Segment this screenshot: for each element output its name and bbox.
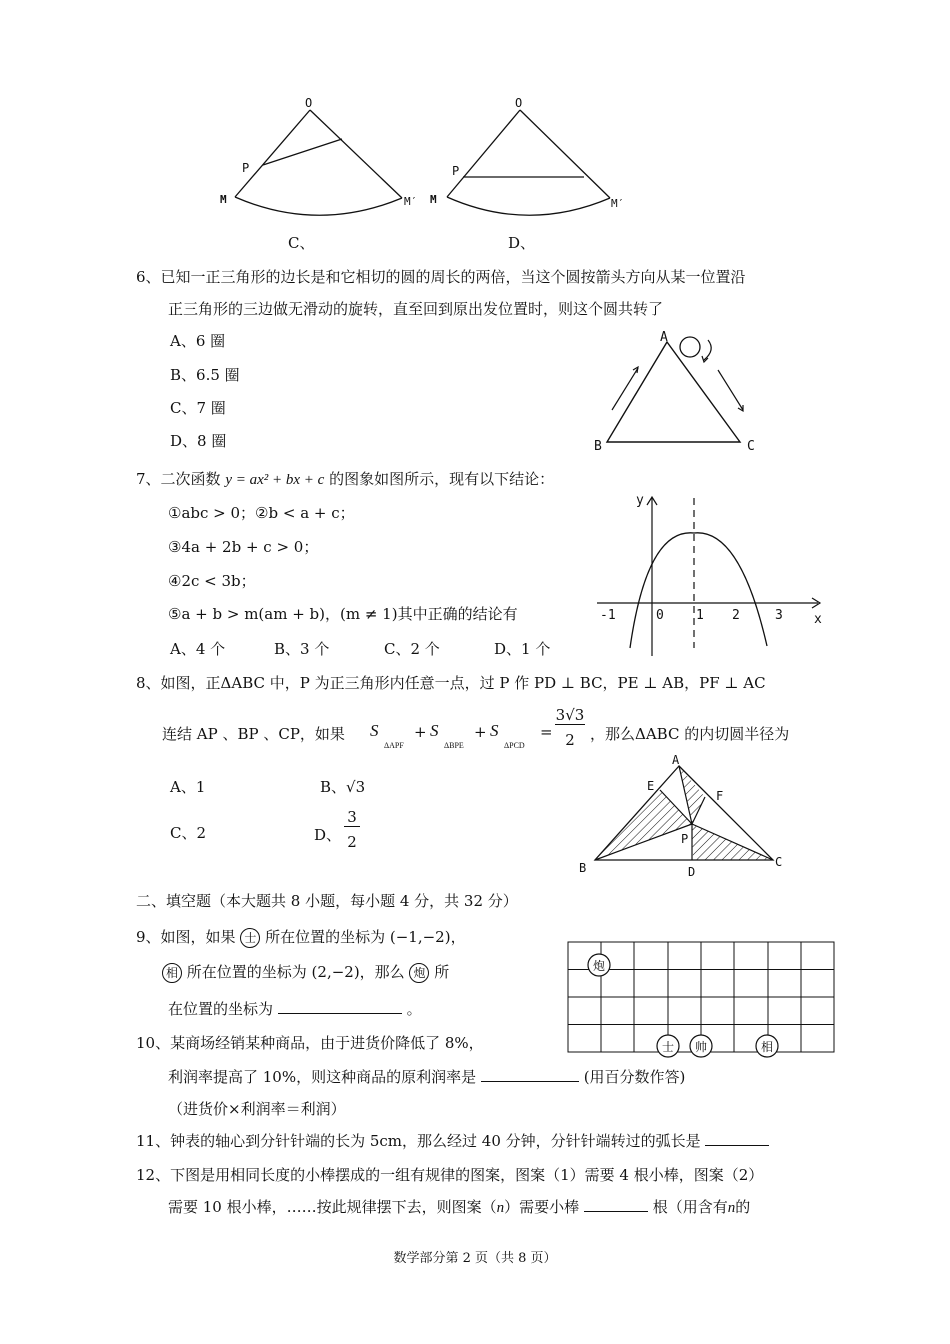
q8-option-c: C、2 (170, 824, 207, 842)
q8-line2-a: 连结 AP 、BP 、CP，如果 (162, 725, 345, 743)
label-m2: M′ (611, 197, 625, 210)
q8-option-d-num: 3 (344, 808, 360, 827)
sector-figures (220, 95, 640, 225)
q6-option-b: B、6.5 圈 (170, 366, 240, 384)
q11-answer-blank[interactable] (705, 1131, 769, 1146)
q9-mid1: 所在位置的坐标为 (−1,−2)， (265, 928, 466, 946)
axis-y: y (636, 493, 644, 508)
label-m2: M′ (404, 195, 418, 208)
q12-line2-a: 需要 10 根小棒，……按此规律摆下去，则图案（ (168, 1198, 497, 1216)
piece-shuai (690, 1035, 712, 1057)
tick-0: 0 (656, 608, 664, 623)
piece-pao-label: 炮 (593, 959, 606, 973)
q7-option-b: B、3 个 (274, 640, 330, 658)
tick-3: 3 (775, 608, 783, 623)
triangle-rolling-circle (590, 330, 770, 455)
q11-text: 11、钟表的轴心到分针针端的长为 5cm，那么经过 40 分钟，分针针端转过的弧长是 (136, 1132, 701, 1150)
tick-1: 1 (696, 608, 704, 623)
q6-option-c: C、7 圈 (170, 399, 226, 417)
label-p: P (242, 161, 250, 175)
q10-line2 (168, 1066, 685, 1087)
piece-pao-icon: 炮 (409, 963, 429, 983)
q8-frac-num: 3√3 (555, 706, 585, 724)
q7-statement-2: ③4a + 2b + c > 0； (168, 538, 319, 556)
figure-c (220, 96, 417, 215)
piece-pao (588, 954, 610, 976)
label-p: P (681, 832, 689, 846)
q9-answer-blank[interactable] (278, 999, 402, 1014)
q7-option-d: D、1 个 (494, 640, 551, 658)
q8-sub1: ΔAPF (384, 741, 404, 750)
q8-option-d-den: 2 (347, 833, 357, 851)
q9-line3 (168, 998, 422, 1019)
q12-line2-b: ）需要小棒 (504, 1198, 580, 1216)
piece-shi (657, 1035, 679, 1057)
label-b: B (594, 439, 602, 454)
piece-xiang-label: 相 (761, 1040, 774, 1054)
q11-line (136, 1130, 769, 1151)
tick-neg1: -1 (600, 608, 616, 623)
q8-sub3: ΔPCD (504, 741, 525, 750)
q8-option-b: B、√3 (320, 778, 366, 796)
q12-line2-d: 的 (735, 1198, 751, 1216)
label-b: B (579, 861, 587, 875)
q7-statement-3: ④2c < 3b； (168, 572, 256, 590)
piece-xiang-icon: 相 (162, 963, 182, 983)
q10-line2-text: 利润率提高了 10%，则这种商品的原利润率是 (168, 1068, 477, 1086)
q8-sub2: ΔBPE (444, 741, 464, 750)
piece-xiang (756, 1035, 778, 1057)
q8-plus2: + (474, 723, 487, 741)
section2-heading: 二、填空题（本大题共 8 小题，每小题 4 分，共 32 分） (136, 892, 518, 910)
label-d: D (688, 865, 696, 879)
q8-s2: S (430, 721, 439, 740)
q7-option-c: C、2 个 (384, 640, 440, 658)
axis-x: x (814, 612, 822, 627)
piece-shuai-label: 帅 (695, 1040, 708, 1054)
q12-line2-c: 根（用含有 (652, 1198, 728, 1216)
tick-2: 2 (732, 608, 740, 623)
q9-line3-text: 在位置的坐标为 (168, 1000, 274, 1018)
q8-line2-c: ，那么ΔABC 的内切圆半径为 (590, 725, 790, 743)
label-o: O (305, 96, 313, 110)
q6-option-d: D、8 圈 (170, 432, 227, 450)
caption-c: C、 (288, 234, 315, 252)
q7-statement-4: ⑤a + b > m(am + b)，(m ≠ 1)其中正确的结论有 (168, 605, 518, 623)
label-a: A (672, 753, 680, 767)
q10-answer-blank[interactable] (481, 1067, 579, 1082)
label-m: M (220, 193, 227, 206)
q9-mid3: 所 (434, 963, 450, 981)
q12-n: n (496, 1200, 505, 1216)
label-a: A (660, 330, 668, 345)
triangle-abc-figure (575, 752, 795, 882)
q6-line1: 6、已知一正三角形的边长是和它相切的圆的周长的两倍，当这个圆按箭头方向从某一位置沿 (136, 268, 746, 286)
q12-answer-blank[interactable] (584, 1197, 648, 1212)
q10-line1: 10、某商场经销某种商品，由于进货价降低了 8%， (136, 1034, 484, 1052)
q6-line2: 正三角形的三边做无滑动的旋转，直至回到原出发位置时，则这个圆共转了 (168, 300, 664, 318)
label-p: P (452, 164, 460, 178)
q8-s1: S (370, 721, 379, 740)
label-f: F (716, 789, 724, 803)
q12-line1: 12、下图是用相同长度的小棒摆成的一组有规律的图案，图案（1）需要 4 根小棒，图案（2） (136, 1166, 764, 1184)
q10-line2-end: (用百分数作答) (583, 1068, 686, 1086)
q10-line3: （进货价×利润率＝利润） (168, 1100, 346, 1118)
figure-d (430, 96, 624, 215)
q8-option-a: A、1 (170, 778, 206, 796)
q9-line1 (136, 926, 466, 948)
q7-statement-1: ①abc > 0；②b < a + c； (168, 504, 355, 522)
q8-frac-den: 2 (565, 731, 575, 749)
q7-func: y = ax² + bx + c (225, 472, 325, 488)
piece-shi-label: 士 (662, 1040, 675, 1054)
q9-pre: 9、如图，如果 (136, 928, 236, 946)
q9-line2 (162, 961, 449, 983)
q8-option-d-label: D、 (314, 826, 342, 844)
q7-tail: 的图象如图所示，现有以下结论： (329, 470, 555, 488)
q8-plus1: + (414, 723, 427, 741)
q12-n2: n (727, 1200, 736, 1216)
q7-stem (136, 468, 554, 489)
q6-option-a: A、6 圈 (170, 332, 226, 350)
q7-option-a: A、4 个 (170, 640, 226, 658)
page-footer: 数学部分第 2 页（共 8 页） (393, 1251, 557, 1266)
piece-shi-icon: 士 (240, 928, 260, 948)
q12-line2 (168, 1196, 750, 1217)
q8-eq: = (540, 723, 553, 741)
q8-line1: 8、如图，正ΔABC 中，P 为正三角形内任意一点，过 P 作 PD ⊥ BC，PE ⊥ AB，PF ⊥ AC (136, 674, 766, 692)
parabola-graph (592, 488, 828, 663)
label-e: E (647, 779, 655, 793)
q7-num: 7、二次函数 (136, 470, 221, 488)
q9-line3-end: 。 (406, 1000, 422, 1018)
q8-s3: S (490, 721, 499, 740)
caption-d: D、 (508, 234, 536, 252)
q9-mid2: 所在位置的坐标为 (2,−2)，那么 (186, 963, 405, 981)
chess-grid (560, 936, 840, 1062)
label-m: M (430, 193, 437, 206)
label-c: C (775, 855, 783, 869)
label-o: O (515, 96, 523, 110)
label-c: C (747, 439, 755, 454)
